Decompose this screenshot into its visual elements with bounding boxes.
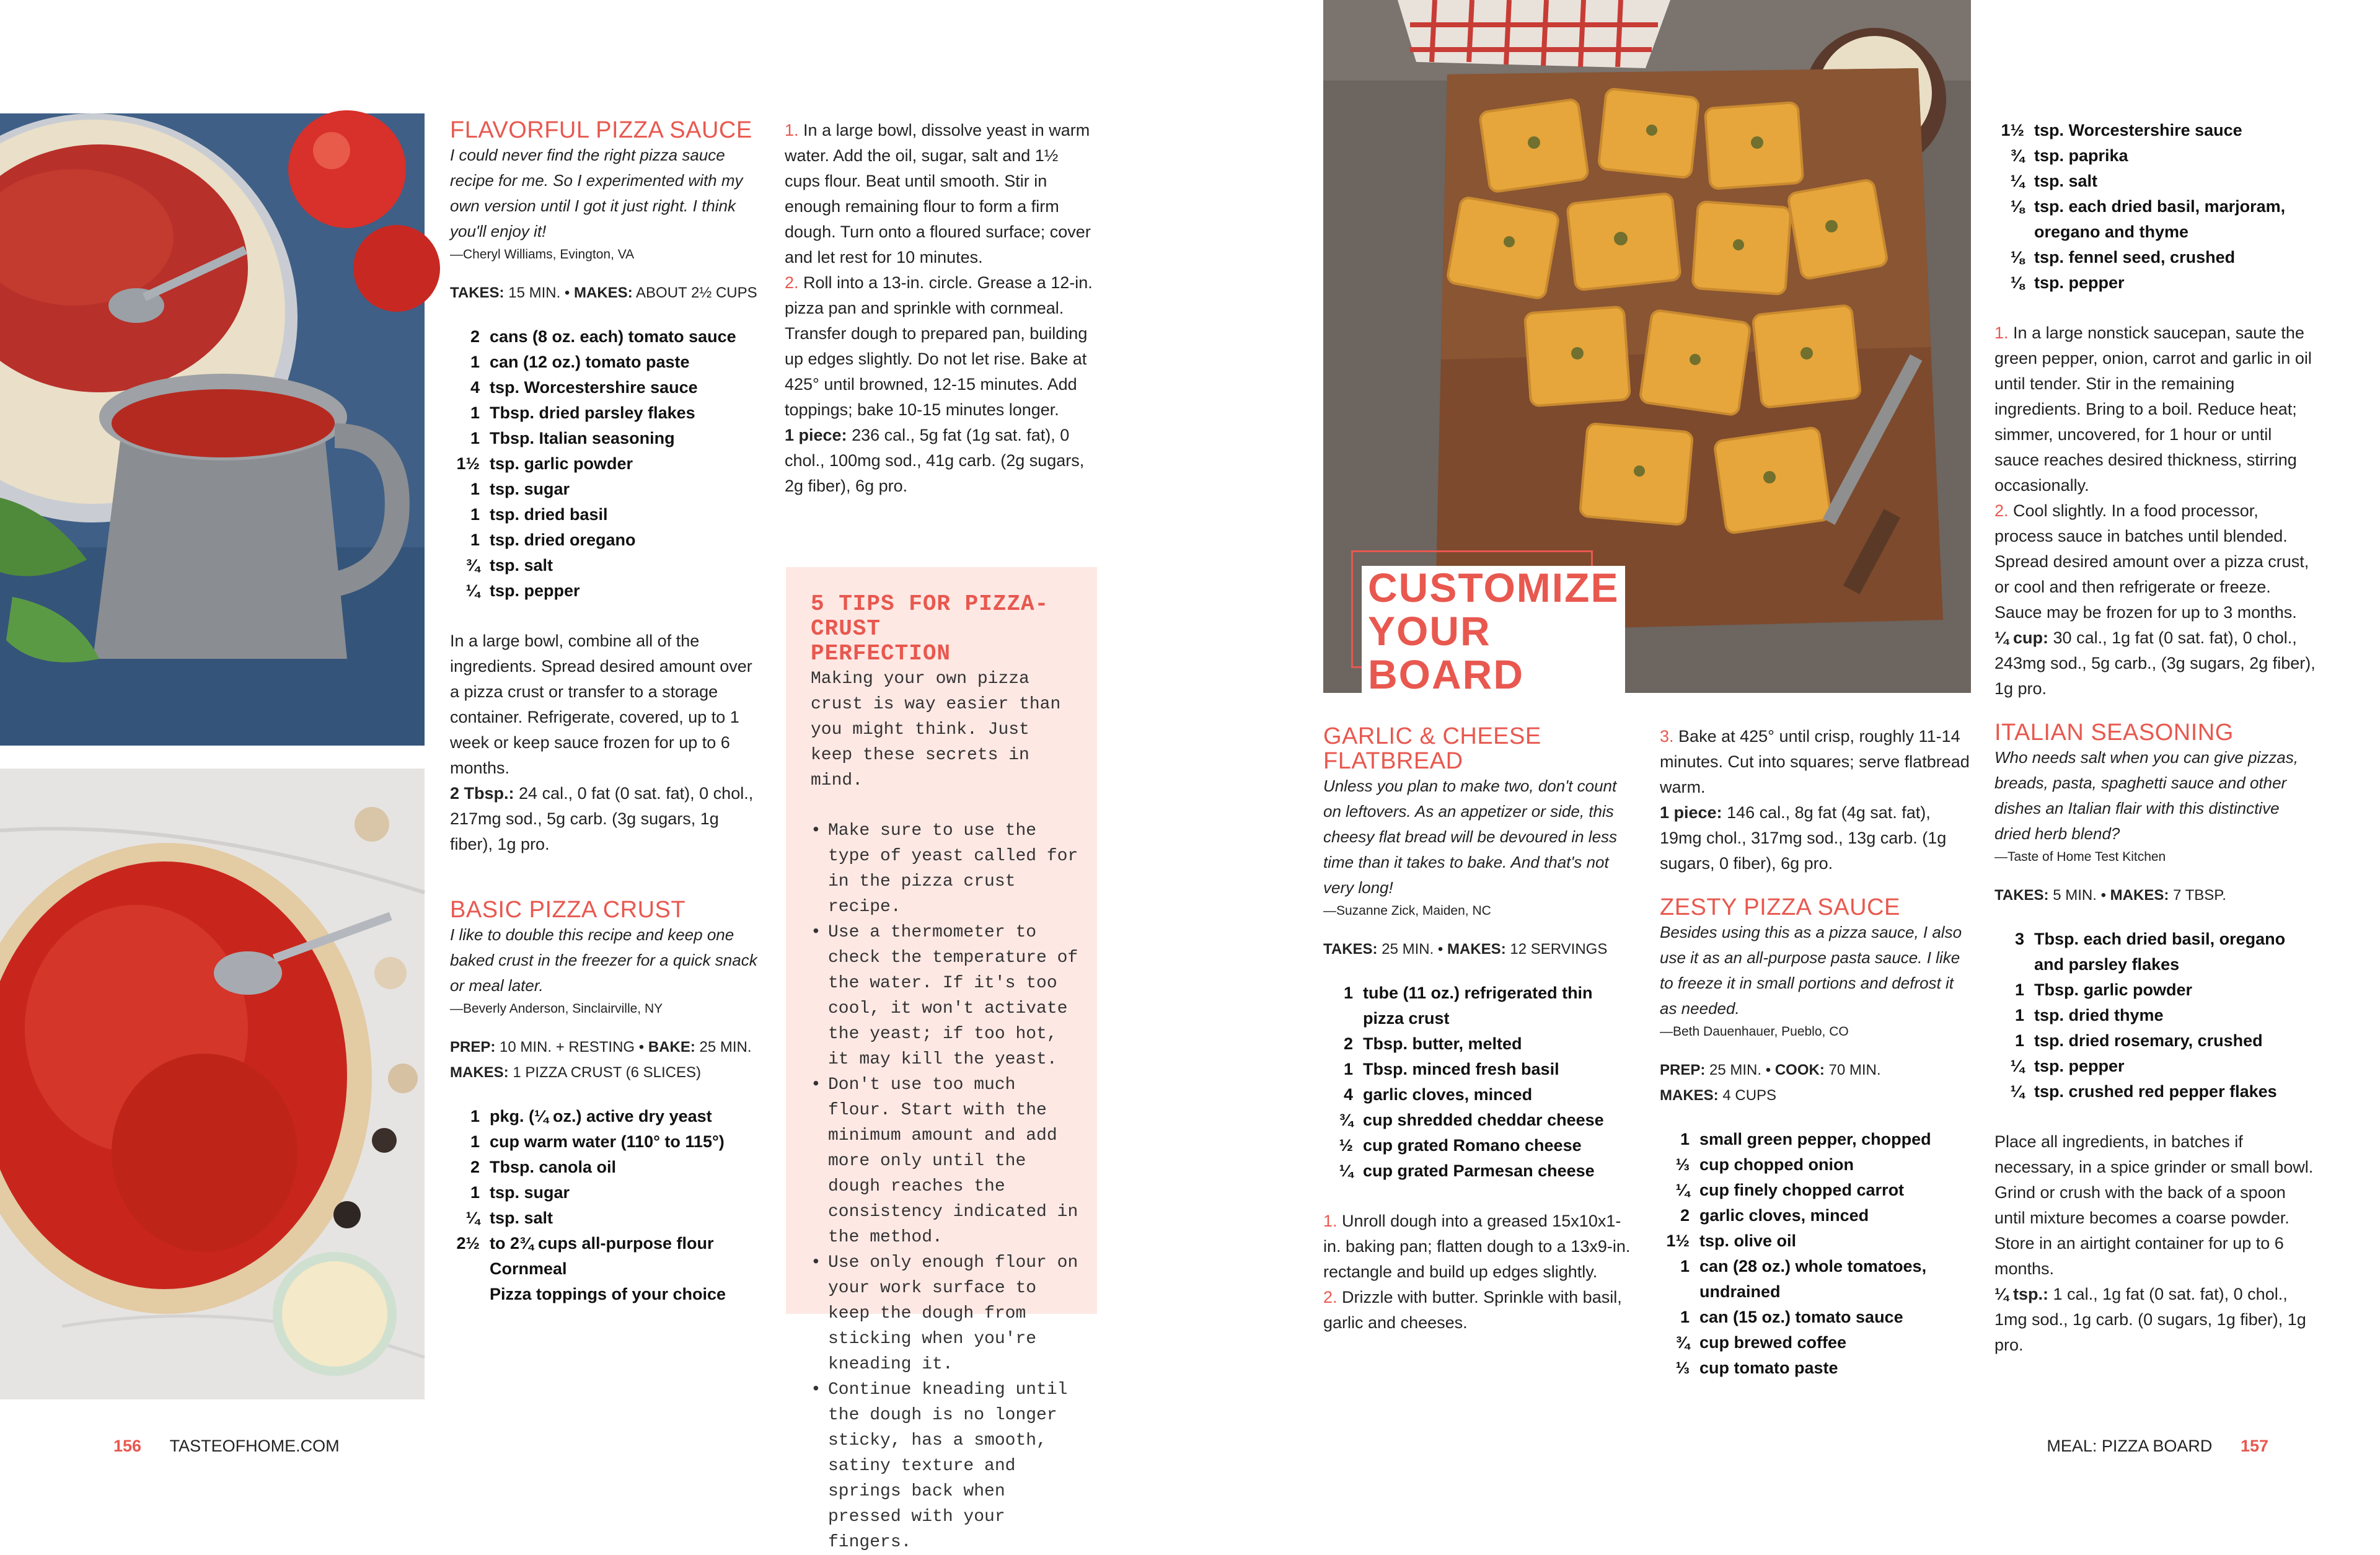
ingredient-row	[1994, 194, 2317, 245]
ingredient-quantity: 1	[470, 480, 480, 498]
takes-value: 15 MIN.	[508, 284, 561, 301]
ingredient-row	[450, 1231, 762, 1256]
recipe-meta: TAKES: 5 MIN. • MAKES: 7 TBSP.	[1994, 887, 2226, 904]
ingredient-row	[1994, 1028, 2317, 1054]
prep-value: 10 MIN. + RESTING	[500, 1039, 635, 1055]
ingredient-quantity: ¼	[465, 1209, 480, 1227]
step-text: In a large nonstick saucepan, saute the green pepper, onion, carrot and garlic in oil until tender. Stir in the remaining ingredients. Bring to a boil. Reduce heat; simmer, uncovered, for 1 hour or until sauce reaches desired thickness, stirring occasionally.	[1994, 324, 2312, 495]
ingredient-text: tsp. dried oregano	[490, 531, 636, 549]
recipe-intro: I like to double this recipe and keep one baked crust in the freezer for a quick snack or meal later.	[450, 925, 757, 995]
step-text: In a large bowl, dissolve yeast in warm water. Add the oil, sugar, salt and 1½ cups flour. Beat until smooth. Stir in enough remaining flour to form a firm dough. Turn onto a floured surface; cover and let rest for 10 minutes.	[785, 121, 1091, 267]
ingredient-row	[1323, 1031, 1633, 1057]
makes-label: MAKES:	[1660, 1087, 1719, 1104]
ingredient-quantity: 4	[470, 378, 480, 397]
makes-value: 4 CUPS	[1722, 1087, 1777, 1104]
ingredient-row	[450, 375, 762, 400]
ingredient-quantity: 2	[470, 327, 480, 346]
cook-label: COOK:	[1774, 1062, 1825, 1078]
ingredient-quantity: ¼	[2010, 172, 2024, 190]
recipe-intro: I could never find the right pizza sauce recipe for me. So I experimented with my own version until I got it just right. I think you'll enjoy it!	[450, 146, 743, 240]
ingredient-row	[1323, 1057, 1633, 1082]
ingredient-text: Pizza toppings of your choice	[490, 1285, 726, 1303]
ingredient-quantity: 1	[2014, 1031, 2024, 1050]
ingredient-text: tsp. pepper	[2034, 273, 2125, 292]
directions	[1660, 724, 1970, 876]
page-number: 157	[2240, 1437, 2268, 1455]
directions-text: Place all ingredients, in batches if necessary, in a spice grinder or small bowl. Grind or crush with the back of a spoon until mixture becomes a coarse powder. Store in an airtight container for up to 6 months.	[1994, 1132, 2314, 1278]
ingredient-text: tsp. crushed red pepper flakes	[2034, 1082, 2277, 1101]
ingredient-row	[1994, 118, 2317, 143]
ingredient-quantity: 1	[470, 531, 480, 549]
ingredient-row	[450, 578, 762, 604]
recipe-meta: PREP: 10 MIN. + RESTING • BAKE: 25 MIN. MAKES: 1 PIZZA CRUST (6 SLICES)	[450, 1039, 752, 1081]
ingredient-quantity: 1	[1680, 1257, 1690, 1275]
step-text: Cool slightly. In a food processor, process sauce in batches until blended. Spread desired amount over a pizza crust, or cool and then refrigerate or freeze. Sauce may be frozen for up to 3 months.	[1994, 501, 2309, 622]
makes-value: 12 SERVINGS	[1510, 941, 1608, 958]
ingredient-text: pkg. (¼ oz.) active dry yeast	[490, 1107, 712, 1126]
ingredient-quantity: 3	[2014, 930, 2024, 948]
ingredient-row	[1994, 169, 2317, 194]
tip-item: • Don't use too much flour. Start with the minimum amount and add more only until the dough reaches the consistency indicated in the method.	[811, 1072, 1078, 1250]
makes-label: MAKES:	[2110, 887, 2169, 904]
recipe-title: ITALIAN SEASONING	[1994, 720, 2234, 746]
recipe-meta: TAKES: 15 MIN. • MAKES: ABOUT 2½ CUPS	[450, 284, 757, 301]
recipe-meta: PREP: 25 MIN. • COOK: 70 MIN. MAKES: 4 CUPS	[1660, 1062, 1881, 1104]
ingredient-quantity: 1	[2014, 980, 2024, 999]
customize-overlay	[1351, 550, 1620, 697]
step-number: 2.	[785, 273, 799, 292]
ingredient-text: tsp. olive oil	[1699, 1231, 1797, 1250]
ingredient-text: Tbsp. each dried basil, oregano and parsley flakes	[2034, 930, 2286, 974]
basic-pizza-crust-recipe	[450, 897, 762, 1307]
ingredient-text: tsp. each dried basil, marjoram, oregano and thyme	[2034, 197, 2286, 241]
ingredient-row	[450, 1180, 762, 1205]
ingredient-row	[1323, 1133, 1633, 1158]
ingredient-text: cup grated Parmesan cheese	[1363, 1161, 1595, 1180]
step-number: 2.	[1323, 1288, 1338, 1306]
ingredient-row	[1994, 977, 2317, 1003]
makes-value: 7 TBSP.	[2173, 887, 2226, 904]
ingredient-quantity	[450, 1282, 490, 1307]
ingredient-text: tsp. pepper	[2034, 1057, 2125, 1075]
ingredient-text: can (15 oz.) tomato sauce	[1699, 1308, 1903, 1326]
takes-label: TAKES:	[1994, 887, 2049, 904]
prep-value: 25 MIN.	[1709, 1062, 1762, 1078]
ingredient-row	[450, 527, 762, 553]
ingredient-row	[1323, 980, 1633, 1031]
tips-list	[811, 818, 1078, 1555]
ingredient-quantity: 1	[1343, 984, 1353, 1002]
ingredient-quantity: 2½	[456, 1234, 480, 1253]
ingredient-row	[1994, 143, 2317, 169]
ingredient-quantity: ¼	[465, 581, 480, 600]
tip-item: • Continue kneading until the dough is no longer sticky, has a smooth, satiny texture and springs back when pressed with your fingers.	[811, 1377, 1078, 1555]
ingredient-text: can (12 oz.) tomato paste	[490, 353, 690, 371]
ingredient-list	[450, 324, 762, 604]
ingredient-quantity: 1	[2014, 1006, 2024, 1024]
ingredient-text: tsp. fennel seed, crushed	[2034, 248, 2236, 267]
ingredient-text: Tbsp. canola oil	[490, 1158, 617, 1176]
sauce-photo	[0, 113, 425, 746]
recipe-title-line2: FLATBREAD	[1323, 748, 1463, 774]
ingredient-text: garlic cloves, minced	[1363, 1085, 1533, 1104]
ingredient-quantity: ⅛	[2010, 197, 2024, 216]
ingredient-quantity: 1	[1343, 1060, 1353, 1078]
ingredient-text: cans (8 oz. each) tomato sauce	[490, 327, 736, 346]
tips-intro: Making your own pizza crust is way easier than you might think. Just keep these secrets in mind.	[811, 669, 1061, 790]
bake-label: BAKE:	[648, 1039, 695, 1055]
right-footer	[2047, 1437, 2268, 1456]
directions-text: In a large bowl, combine all of the ingredients. Spread desired amount over a pizza crust or transfer to a storage container. Refrigerate, covered, up to 1 week or keep sauce frozen for up to 6 months.	[450, 632, 752, 777]
ingredient-quantity: ¼	[2010, 1082, 2024, 1101]
page-number: 156	[113, 1437, 142, 1455]
recipe-intro: Unless you plan to make two, don't count on leftovers. As an appetizer or side, this cheesy flat bread will be devoured in less time than it takes to bake. And that's not very long!	[1323, 777, 1618, 897]
ingredient-quantity: 2	[470, 1158, 480, 1176]
ingredient-quantity: 1½	[2001, 121, 2024, 139]
recipe-credit: —Beverly Anderson, Sinclairville, NY	[450, 1002, 663, 1016]
recipe-intro: Who needs salt when you can give pizzas, breads, pasta, spaghetti sauce and other dishes an Italian flair with this distinctive dried herb blend?	[1994, 748, 2298, 843]
ingredient-row	[450, 350, 762, 375]
nutrition-text: 1 cal., 1g fat (0 sat. fat), 0 chol., 1mg sod., 1g carb. (0 sugars, 1g fiber), 1g pro.	[1994, 1285, 2306, 1354]
ingredient-text: Tbsp. dried parsley flakes	[490, 403, 695, 422]
directions	[450, 628, 762, 857]
ingredient-text: tsp. dried thyme	[2034, 1006, 2164, 1024]
ingredient-quantity: 1	[470, 1107, 480, 1126]
nutrition-text: 24 cal., 0 fat (0 sat. fat), 0 chol., 217mg sod., 5g carb. (3g sugars, 1g fiber), 1g pro.	[450, 784, 754, 853]
recipe-title: BASIC PIZZA CRUST	[450, 897, 686, 923]
nutrition-text: 236 cal., 5g fat (1g sat. fat), 0 chol., 100mg sod., 41g carb. (2g sugars, 2g fiber), 6g pro.	[785, 426, 1085, 495]
ingredient-text: cup tomato paste	[1699, 1359, 1838, 1377]
ingredient-text: tsp. Worcestershire sauce	[490, 378, 698, 397]
ingredient-row	[450, 477, 762, 502]
nutrition-text: 146 cal., 8g fat (4g sat. fat), 19mg chol., 317mg sod., 13g carb. (1g sugars, 0 fiber), 6g pro.	[1660, 803, 1947, 873]
ingredient-row	[450, 1155, 762, 1180]
ingredient-quantity: ⅓	[1675, 1359, 1690, 1377]
ingredient-quantity: ¼	[1339, 1161, 1353, 1180]
ingredient-row	[450, 1282, 762, 1307]
ingredient-row	[1660, 1203, 1970, 1228]
ingredient-text: Tbsp. Italian seasoning	[490, 429, 675, 447]
ingredient-text: tsp. sugar	[490, 480, 570, 498]
step-text: Unroll dough into a greased 15x10x1-in. baking pan; flatten dough to a 13x9-in. rectangle and build up edges slightly.	[1323, 1212, 1631, 1281]
ingredient-text: Tbsp. butter, melted	[1363, 1034, 1522, 1053]
ingredient-quantity: ¾	[1339, 1111, 1353, 1129]
recipe-credit: —Suzanne Zick, Maiden, NC	[1323, 904, 1491, 918]
overlay-line-1: CUSTOMIZE	[1368, 565, 1620, 610]
takes-value: 25 MIN.	[1382, 941, 1434, 958]
step-text: Roll into a 13-in. circle. Grease a 12-in. pizza pan and sprinkle with cornmeal. Transfer dough to prepared pan, building up edges slightly. Do not let rise. Bake at 425° until browned, 12-15 minutes. Add toppings; bake 10-15 minutes longer.	[785, 273, 1093, 419]
ingredient-row	[450, 1104, 762, 1129]
ingredient-row	[1994, 927, 2317, 977]
ingredient-text: can (28 oz.) whole tomatoes, undrained	[1699, 1257, 1927, 1301]
ingredient-row	[1660, 1330, 1970, 1355]
ingredient-row	[1660, 1178, 1970, 1203]
ingredient-row	[450, 1205, 762, 1231]
tip-item: • Use only enough flour on your work surface to keep the dough from sticking when you're kneading it.	[811, 1250, 1078, 1377]
ingredient-row	[1660, 1127, 1970, 1152]
ingredient-text: tsp. pepper	[490, 581, 580, 600]
ingredient-text: tsp. dried basil	[490, 505, 608, 524]
ingredient-quantity: 2	[1343, 1034, 1353, 1053]
ingredient-text: garlic cloves, minced	[1699, 1206, 1869, 1225]
step-number: 1.	[1994, 324, 2009, 342]
section-name: MEAL: PIZZA BOARD	[2047, 1437, 2213, 1455]
ingredient-text: tsp. salt	[2034, 172, 2098, 190]
ingredient-quantity: 4	[1343, 1085, 1353, 1104]
ingredient-quantity: ¾	[2010, 146, 2024, 165]
takes-label: TAKES:	[450, 284, 505, 301]
ingredient-quantity: 1	[470, 353, 480, 371]
ingredient-quantity: 1	[1680, 1308, 1690, 1326]
ingredient-text: tsp. garlic powder	[490, 454, 633, 473]
ingredient-text: tsp. sugar	[490, 1183, 570, 1202]
makes-label: MAKES:	[1447, 941, 1506, 958]
ingredient-quantity: ½	[1339, 1136, 1353, 1155]
ingredient-list	[450, 1104, 762, 1307]
step-text: Bake at 425° until crisp, roughly 11-14 minutes. Cut into squares; serve flatbread warm.	[1660, 727, 1970, 796]
prep-label: PREP:	[1660, 1062, 1706, 1078]
ingredient-text: tsp. paprika	[2034, 146, 2128, 165]
garlic-cheese-flatbread-recipe	[1323, 724, 1633, 1336]
makes-label: MAKES:	[574, 284, 633, 301]
ingredient-text: tsp. dried rosemary, crushed	[2034, 1031, 2263, 1050]
recipe-intro: Besides using this as a pizza sauce, I also use it as an all-purpose pasta sauce. I like to freeze it in small portions and defrost it as needed.	[1660, 923, 1962, 1018]
ingredient-quantity: 1½	[456, 454, 480, 473]
bake-value: 25 MIN.	[699, 1039, 752, 1055]
ingredient-text: Tbsp. garlic powder	[2034, 980, 2193, 999]
makes-value: ABOUT 2½ CUPS	[636, 284, 757, 301]
ingredient-text: tube (11 oz.) refrigerated thin pizza crust	[1363, 984, 1593, 1028]
site-name: TASTEOFHOME.COM	[169, 1437, 340, 1455]
tips-box	[786, 567, 1097, 1552]
ingredient-list	[1660, 1127, 1970, 1381]
makes-label: MAKES:	[450, 1064, 509, 1081]
nutrition-label: 1 piece:	[1660, 803, 1722, 822]
tips-title-line2: PERFECTION	[811, 641, 951, 666]
ingredient-text: Cornmeal	[490, 1259, 567, 1278]
tip-item: • Use a thermometer to check the temperature of the water. If it's too cool, it won't activate the yeast; if too hot, it may kill the yeast.	[811, 920, 1078, 1072]
ingredient-quantity: 1	[470, 429, 480, 447]
ingredient-list-continued	[1994, 118, 2317, 296]
flavorful-pizza-sauce-recipe	[450, 118, 762, 857]
recipe-title-line1: GARLIC & CHEESE	[1323, 723, 1541, 749]
ingredient-text: cup shredded cheddar cheese	[1363, 1111, 1604, 1129]
ingredient-list	[1323, 980, 1633, 1184]
ingredient-row	[1994, 1003, 2317, 1028]
tip-item: • Make sure to use the type of yeast called for in the pizza crust recipe.	[811, 818, 1078, 920]
ingredient-row	[450, 1129, 762, 1155]
ingredient-quantity: 1	[1680, 1130, 1690, 1148]
customize-label-box	[1362, 566, 1625, 696]
ingredient-quantity: 1	[470, 505, 480, 524]
ingredient-quantity: ¾	[1675, 1333, 1690, 1352]
ingredient-quantity: ⅛	[2010, 273, 2024, 292]
ingredient-quantity	[450, 1256, 490, 1282]
makes-value: 1 PIZZA CRUST (6 SLICES)	[513, 1064, 701, 1081]
ingredient-quantity: 1	[470, 1183, 480, 1202]
ingredient-quantity: 2	[1680, 1206, 1690, 1225]
cook-value: 70 MIN.	[1828, 1062, 1881, 1078]
step-number: 3.	[1660, 727, 1674, 746]
left-footer	[113, 1437, 340, 1456]
ingredient-text: tsp. salt	[490, 556, 553, 575]
ingredient-text: small green pepper, chopped	[1699, 1130, 1931, 1148]
ingredient-text: cup grated Romano cheese	[1363, 1136, 1582, 1155]
nutrition-label: ¼ tsp.:	[1994, 1285, 2049, 1303]
ingredient-text: cup warm water (110° to 115°)	[490, 1132, 725, 1151]
ingredient-quantity: ¼	[1675, 1181, 1690, 1199]
ingredient-quantity: ⅛	[2010, 248, 2024, 267]
ingredient-row	[1994, 245, 2317, 270]
nutrition-label: ¼ cup:	[1994, 628, 2049, 647]
zesty-continued-and-italian-seasoning	[1994, 118, 2317, 1358]
ingredient-row	[1660, 1228, 1970, 1254]
directions	[1323, 1209, 1633, 1336]
recipe-credit: —Taste of Home Test Kitchen	[1994, 850, 2166, 864]
nutrition-text: 30 cal., 1g fat (0 sat. fat), 0 chol., 243mg sod., 5g carb., (3g sugars, 2g fiber), 1g pro.	[1994, 628, 2316, 698]
ingredient-quantity: ⅓	[1675, 1155, 1690, 1174]
crust-photo	[0, 769, 425, 1399]
ingredient-row	[450, 451, 762, 477]
ingredient-row	[1660, 1305, 1970, 1330]
ingredient-text: to 2¾ cups all-purpose flour	[490, 1234, 714, 1253]
recipe-title: ZESTY PIZZA SAUCE	[1660, 894, 1900, 920]
directions	[1994, 320, 2317, 702]
ingredient-row	[450, 324, 762, 350]
ingredient-text: Tbsp. minced fresh basil	[1363, 1060, 1559, 1078]
ingredient-text: cup finely chopped carrot	[1699, 1181, 1905, 1199]
takes-label: TAKES:	[1323, 941, 1378, 958]
flatbread-continued-and-zesty-sauce	[1660, 724, 1970, 1381]
directions	[1994, 1129, 2317, 1358]
ingredient-row	[1660, 1355, 1970, 1381]
ingredient-quantity: 1	[470, 1132, 480, 1151]
tips-title-line1: 5 TIPS FOR PIZZA-CRUST	[811, 591, 1049, 641]
step-number: 1.	[1323, 1212, 1338, 1230]
ingredient-row	[1660, 1152, 1970, 1178]
recipe-credit: —Beth Dauenhauer, Pueblo, CO	[1660, 1024, 1849, 1039]
ingredient-row	[1323, 1082, 1633, 1108]
ingredient-text: tsp. salt	[490, 1209, 553, 1227]
ingredient-text: tsp. Worcestershire sauce	[2034, 121, 2242, 139]
ingredient-row	[450, 553, 762, 578]
ingredient-quantity: ¼	[2010, 1057, 2024, 1075]
ingredient-row	[1323, 1158, 1633, 1184]
ingredient-quantity: 1	[470, 403, 480, 422]
prep-label: PREP:	[450, 1039, 496, 1055]
ingredient-row	[450, 502, 762, 527]
takes-value: 5 MIN.	[2053, 887, 2097, 904]
recipe-credit: —Cheryl Williams, Evington, VA	[450, 247, 635, 262]
ingredient-row	[450, 400, 762, 426]
overlay-line-2: YOUR BOARD	[1368, 608, 1524, 697]
ingredient-row	[1994, 1054, 2317, 1079]
ingredient-row	[1660, 1254, 1970, 1305]
recipe-meta: TAKES: 25 MIN. • MAKES: 12 SERVINGS	[1323, 941, 1608, 958]
step-text: Drizzle with butter. Sprinkle with basil, garlic and cheeses.	[1323, 1288, 1622, 1332]
recipe-title: FLAVORFUL PIZZA SAUCE	[450, 117, 752, 143]
ingredient-row	[450, 426, 762, 451]
ingredient-quantity: 1½	[1666, 1231, 1690, 1250]
nutrition-label: 1 piece:	[785, 426, 847, 444]
ingredient-row	[1323, 1108, 1633, 1133]
ingredient-quantity: ¾	[465, 556, 480, 575]
step-number: 2.	[1994, 501, 2009, 520]
ingredient-row	[450, 1256, 762, 1282]
step-number: 1.	[785, 121, 799, 139]
nutrition-label: 2 Tbsp.:	[450, 784, 514, 803]
ingredient-list	[1994, 927, 2317, 1104]
ingredient-text: cup brewed coffee	[1699, 1333, 1847, 1352]
ingredient-row	[1994, 1079, 2317, 1104]
ingredient-text: cup chopped onion	[1699, 1155, 1854, 1174]
ingredient-row	[1994, 270, 2317, 296]
basic-pizza-crust-directions	[785, 118, 1095, 499]
